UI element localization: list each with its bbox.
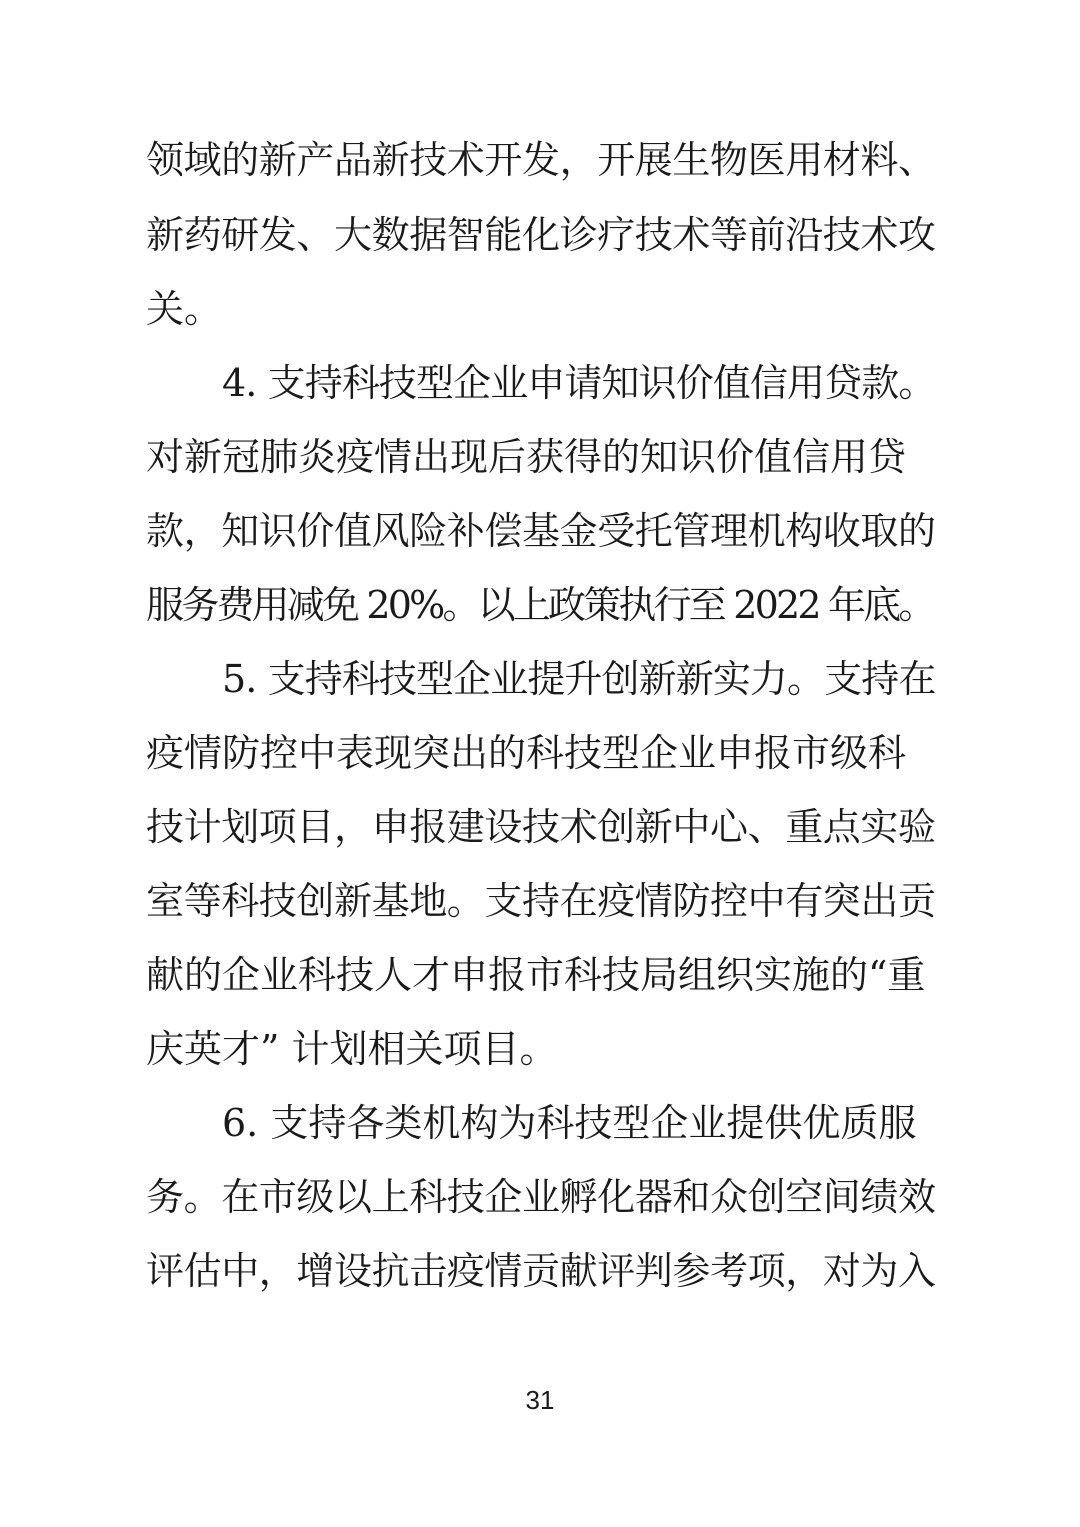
text-line: 对新冠肺炎疫情出现后获得的知识价值信用贷 <box>146 435 907 479</box>
text-line: 评估中，增设抗击疫情贡献评判参考项，对为入 <box>146 1249 936 1293</box>
text-line: 疫情防控中表现突出的科技型企业申报市级科 <box>146 731 907 775</box>
text-line: 务。在市级以上科技企业孵化器和众创空间绩效 <box>146 1175 936 1219</box>
text-line: 服务费用减免 20%。以上政策执行至 2022 年底。 <box>146 583 934 627</box>
paragraph-4-start: 4. 支持科技型企业申请知识价值信用贷款。 <box>222 361 936 405</box>
text-line: 款，知识价值风险补偿基金受托管理机构收取的 <box>146 509 936 553</box>
paragraph-5-start: 5. 支持科技型企业提升创新新实力。支持在 <box>222 657 936 701</box>
text-line: 新药研发、大数据智能化诊疗技术等前沿技术攻 <box>146 213 936 257</box>
text-line: 献的企业科技人才申报市科技局组织实施的“重 <box>146 953 926 997</box>
text-line: 关。 <box>146 287 223 331</box>
page-number: 31 <box>525 1385 555 1415</box>
text-line: 庆英才” 计划相关项目。 <box>146 1027 558 1071</box>
paragraph-6-start: 6. 支持各类机构为科技型企业提供优质服 <box>222 1101 917 1145</box>
text-line: 领域的新产品新技术开发，开展生物医用材料、 <box>146 138 936 182</box>
text-line: 室等科技创新基地。支持在疫情防控中有突出贡 <box>146 879 936 923</box>
text-line: 技计划项目，申报建设技术创新中心、重点实验 <box>146 805 936 849</box>
